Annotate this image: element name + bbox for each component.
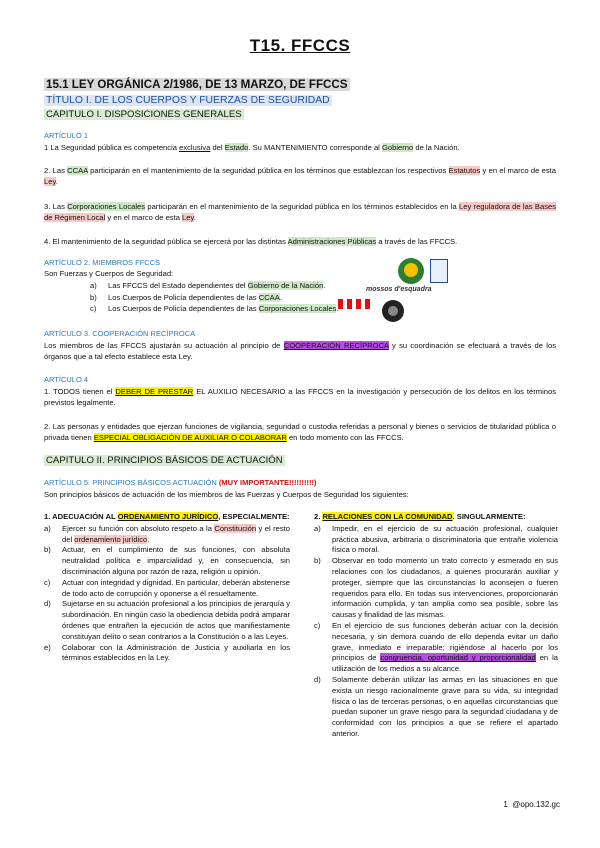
guardia-civil-logo-center bbox=[404, 263, 418, 277]
right-column bbox=[314, 512, 558, 740]
left-column bbox=[44, 512, 290, 664]
art5-intro: Son principios básicos de actuación de los miembros de las Fuerzas y Cuerpos de Seguridad los siguientes: bbox=[44, 490, 409, 499]
list-item: c) Los Cuerpos de Policía dependientes de las Corporaciones Locales bbox=[90, 304, 337, 313]
page-title: T15. FFCCS bbox=[249, 36, 351, 55]
capitulo-2-heading: CAPITULO II. PRINCIPIOS BÁSICOS DE ACTUACIÓN bbox=[46, 455, 283, 466]
page-number: 1 bbox=[503, 800, 508, 809]
art4-heading: ARTÍCULO 4 bbox=[44, 375, 89, 384]
art4-p2: 2. Las personas y entidades que ejerzan funciones de vigilancia, seguridad o custodia referidas a personal y bienes o servicios de titularidad pública o privada tienen ESPECIAL OBLIGACIÓN DE AUXILIAR O COLABORAR en todo momento con las FFCCS. bbox=[44, 422, 556, 442]
art4-p1: 1. TODOS tienen el DEBER DE PRESTAR EL AUXILIO NECESARIO a las FFCCS en la investigación y persecución de los delitos en los términos previstos legalmente. bbox=[44, 387, 557, 407]
list-item: d) Solamente deberán utilizar las armas en las situaciones en que exista un riesgo racionalmente grave para su vida, su integridad física o las de terceras personas, o en aquellas circunstancias que puedan suponer un grave riesgo para la seguridad ciudadana y de conformidad con los principios a que se refiere el apartado anterior. bbox=[314, 674, 558, 738]
art2-heading: ARTÍCULO 2. MIEMBROS FFCCS bbox=[44, 258, 161, 267]
mossos-logo-bars bbox=[338, 296, 374, 314]
list-item: a) Impedir, en el ejercicio de su actuación profesional, cualquier práctica abusiva, arbitraria o discriminatoria que entrañe violencia física o moral. bbox=[314, 523, 558, 555]
list-item: a) Ejercer su función con absoluto respeto a la Constitución y el resto del ordenamiento jurídico. bbox=[44, 523, 290, 544]
list-item: c) Actuar con integridad y dignidad. En particular, deberán abstenerse de todo acto de corrupción y oponerse a él resueltamente. bbox=[44, 577, 290, 598]
policia-local-logo-center bbox=[388, 306, 398, 316]
art3-heading: ARTÍCULO 3. COOPERACIÓN RECÍPROCA bbox=[44, 329, 196, 338]
mossos-logo-text: mossos d'esquadra bbox=[366, 286, 432, 293]
capitulo-1-heading: CAPITULO I. DISPOSICIONES GENERALES bbox=[46, 109, 242, 120]
law-heading: 15.1 LEY ORGÁNICA 2/1986, DE 13 MARZO, DE FFCCS bbox=[46, 78, 348, 91]
art1-p1: 1 La Seguridad pública es competencia exclusiva del Estado. Su MANTENIMIENTO corresponde al Gobierno de la Nación. bbox=[44, 143, 460, 152]
list-item: b) Observar en todo momento un trato correcto y esmerado en sus relaciones con los ciudadanos, a quienes procurarán auxiliar y proteger, siempre que las circunstancias lo aconsejen o fueren requeridos para ello. En todas sus intervenciones, proporcionarán información cumplida, y tan amplia como sea posible, sobre las causas y finalidad de las mismas. bbox=[314, 556, 558, 620]
right-column-heading: 2. RELACIONES CON LA COMUNIDAD. SINGULARMENTE: bbox=[314, 512, 526, 521]
art1-p2: 2. Las CCAA participarán en el mantenimiento de la seguridad pública en los términos que establezcan los respectivos Estatutos y en el marco de esta Ley. bbox=[44, 166, 556, 186]
list-item: d) Sujetarse en su actuación profesional a los principios de jerarquía y subordinación. En ningún caso la obediencia debida podrá amparar órdenes que entrañen la ejecución de actos que manifiestamente constituyan delito o sean contrarios a la Constitución o a las Leyes. bbox=[44, 599, 290, 641]
author-handle: @opo.132.gc bbox=[512, 800, 560, 809]
art2-intro: Son Fuerzas y Cuerpos de Seguridad: bbox=[44, 269, 174, 278]
art1-p3: 3. Las Corporaciones Locales participarán en el mantenimiento de la seguridad pública en los términos establecidos en la Ley reguladora de las Bases de Régimen Local y en el marco de esta Ley. bbox=[44, 202, 557, 222]
titulo-heading: TÍTULO I. DE LOS CUERPOS Y FUERZAS DE SEGURIDAD bbox=[46, 95, 330, 106]
list-item: b) Actuar, en el cumplimiento de sus funciones, con absoluta neutralidad política e imparcialidad y, en consecuencia, sin discriminación alguna por razón de raza, religión u opinión. bbox=[44, 545, 290, 576]
left-column-heading: 1. ADECUACIÓN AL ORDENAMIENTO JURÍDICO, ESPECIALMENTE: bbox=[44, 512, 290, 521]
list-item: a) Las FFCCS del Estado dependientes del Gobierno de la Nación. bbox=[90, 281, 326, 290]
art5-heading-line: ARTÍCULO 5. PRINCIPIOS BÁSICOS ACTUACIÓN (MUY IMPORTANTE!!!!!!!!!!) bbox=[44, 478, 317, 487]
policia-logo bbox=[430, 259, 448, 283]
art3-text: Los miembros de las FFCCS ajustarán su actuación al principio de COOPERACIÓN RECÍPROCA y su coordinación se efectuará a través de los órganos que a tal efecto establece esta Ley. bbox=[44, 341, 557, 361]
art1-p4: 4. El mantenimiento de la seguridad pública se ejercerá por las distintas Administraciones Públicas a través de las FFCCS. bbox=[44, 237, 458, 246]
art1-heading: ARTÍCULO 1 bbox=[44, 131, 89, 140]
list-item: c) En el ejercicio de sus funciones deberán actuar con la decisión necesaria, y sin demora cuando de ello dependa evitar un daño grave, inmediato e irreparable; rigiéndose al hacerlo por los principios de congruencia, oportunidad y proporcionalidad en la utilización de los medios a su alcance. bbox=[314, 620, 558, 674]
footer bbox=[503, 800, 560, 809]
art2-list bbox=[90, 280, 380, 315]
list-item: b) Los Cuerpos de Policía dependientes de las CCAA. bbox=[90, 292, 282, 302]
list-item: e) Colaborar con la Administración de Justicia y auxiliarla en los términos establecidos en la Ley. bbox=[44, 642, 290, 663]
